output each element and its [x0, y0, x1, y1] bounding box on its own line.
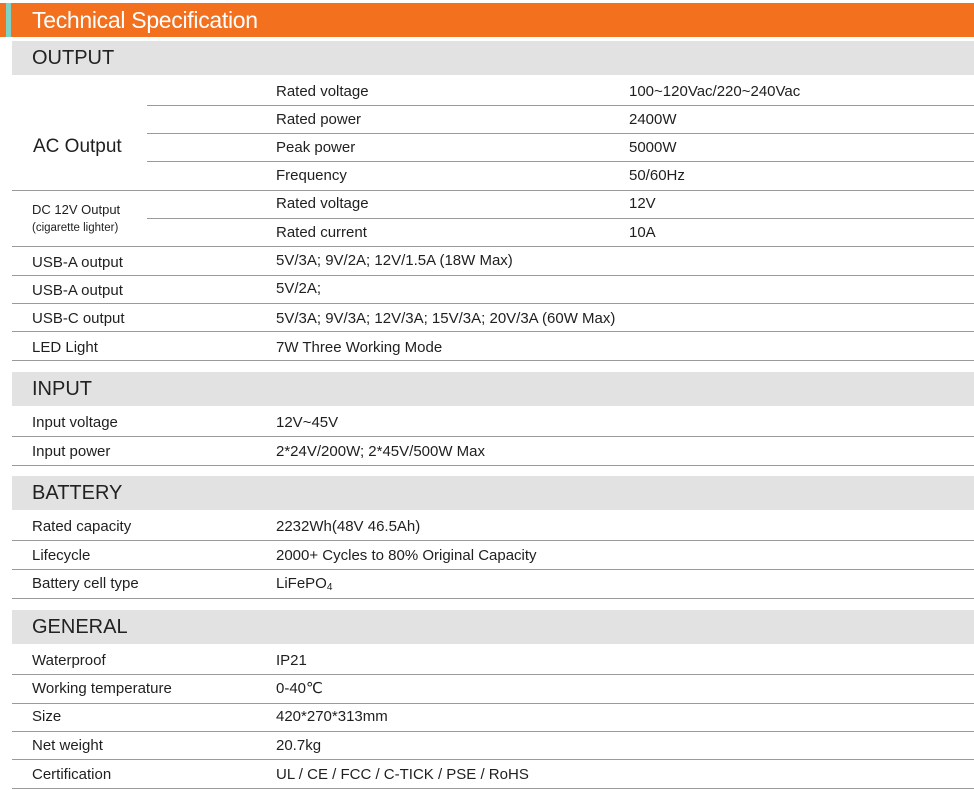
spec-label-usb-c: USB-C output	[32, 310, 125, 327]
spec-label-waterproof: Waterproof	[32, 652, 106, 669]
row-divider	[12, 331, 974, 332]
row-divider	[12, 788, 974, 789]
spec-label-dc-rated-voltage: Rated voltage	[276, 195, 369, 212]
spec-label-working-temperature: Working temperature	[32, 680, 172, 697]
dc-output-group-sublabel: (cigarette lighter)	[32, 222, 119, 234]
row-divider	[12, 465, 974, 466]
ac-output-group-label: AC Output	[33, 136, 122, 157]
row-divider	[12, 598, 974, 599]
row-divider	[12, 303, 974, 304]
spec-value-input-power: 2*24V/200W; 2*45V/500W Max	[276, 443, 486, 460]
title-bar	[0, 3, 974, 37]
spec-label-size: Size	[32, 708, 62, 725]
spec-value-waterproof: IP21	[276, 652, 307, 669]
spec-value-certification: UL / CE / FCC / C-TICK / PSE / RoHS	[276, 766, 529, 783]
spec-value-ac-rated-voltage: 100~120Vac/220~240Vac	[629, 83, 801, 100]
spec-value-ac-peak-power: 5000W	[629, 139, 677, 156]
spec-label-usb-a-1: USB-A output	[32, 254, 123, 271]
row-divider	[12, 731, 974, 732]
spec-label-input-power: Input power	[32, 443, 111, 460]
section-header-general	[12, 610, 974, 644]
spec-label-net-weight: Net weight	[32, 737, 103, 754]
section-title-input: INPUT	[32, 378, 92, 400]
row-divider	[12, 190, 974, 191]
spec-label-ac-frequency: Frequency	[276, 167, 347, 184]
section-header-output	[12, 41, 974, 75]
row-divider	[147, 133, 974, 134]
row-divider	[12, 360, 974, 361]
row-divider	[147, 105, 974, 106]
battery-chemistry-subscript: 4	[326, 582, 333, 593]
row-divider	[12, 540, 974, 541]
spec-value-ac-frequency: 50/60Hz	[629, 167, 685, 184]
dc-output-group-label: DC 12V Output	[32, 202, 121, 217]
spec-value-dc-rated-voltage: 12V	[629, 195, 656, 212]
spec-label-battery-cell-type: Battery cell type	[32, 575, 139, 592]
spec-label-input-voltage: Input voltage	[32, 414, 118, 431]
section-header-input	[12, 372, 974, 406]
spec-value-led-light: 7W Three Working Mode	[276, 339, 443, 356]
battery-chemistry-text: LiFePO	[276, 575, 327, 592]
spec-value-rated-capacity: 2232Wh(48V 46.5Ah)	[276, 518, 421, 535]
spec-value-usb-c: 5V/3A; 9V/3A; 12V/3A; 15V/3A; 20V/3A (60W Max)	[276, 310, 616, 327]
spec-value-ac-rated-power: 2400W	[629, 111, 677, 128]
spec-label-ac-rated-voltage: Rated voltage	[276, 83, 369, 100]
spec-label-lifecycle: Lifecycle	[32, 547, 91, 564]
title-accent-stripe	[6, 3, 11, 37]
spec-value-dc-rated-current: 10A	[629, 224, 656, 241]
section-title-battery: BATTERY	[32, 482, 123, 504]
spec-value-input-voltage: 12V~45V	[276, 414, 339, 431]
spec-label-led-light: LED Light	[32, 339, 98, 356]
row-divider	[12, 246, 974, 247]
spec-label-ac-peak-power: Peak power	[276, 139, 356, 156]
row-divider	[12, 436, 974, 437]
row-divider	[12, 759, 974, 760]
section-title-output: OUTPUT	[32, 47, 115, 69]
section-header-battery	[12, 476, 974, 510]
spec-value-lifecycle: 2000+ Cycles to 80% Original Capacity	[276, 547, 537, 564]
row-divider	[12, 275, 974, 276]
spec-label-rated-capacity: Rated capacity	[32, 518, 132, 535]
row-divider	[147, 161, 974, 162]
spec-value-size: 420*270*313mm	[276, 708, 388, 725]
spec-label-dc-rated-current: Rated current	[276, 224, 367, 241]
row-divider	[12, 569, 974, 570]
section-title-general: GENERAL	[32, 616, 128, 638]
spec-label-certification: Certification	[32, 766, 112, 783]
row-divider	[147, 218, 974, 219]
page-title: Technical Specification	[32, 7, 258, 33]
row-divider	[12, 674, 974, 675]
spec-label-usb-a-2: USB-A output	[32, 282, 123, 299]
spec-value-usb-a-1: 5V/3A; 9V/2A; 12V/1.5A (18W Max)	[276, 252, 513, 269]
spec-label-ac-rated-power: Rated power	[276, 111, 362, 128]
spec-value-net-weight: 20.7kg	[276, 737, 322, 754]
spec-value-working-temperature: 0-40℃	[276, 680, 323, 697]
row-divider	[12, 703, 974, 704]
spec-value-usb-a-2: 5V/2A;	[276, 280, 322, 297]
spec-value-battery-cell-type	[276, 575, 332, 597]
